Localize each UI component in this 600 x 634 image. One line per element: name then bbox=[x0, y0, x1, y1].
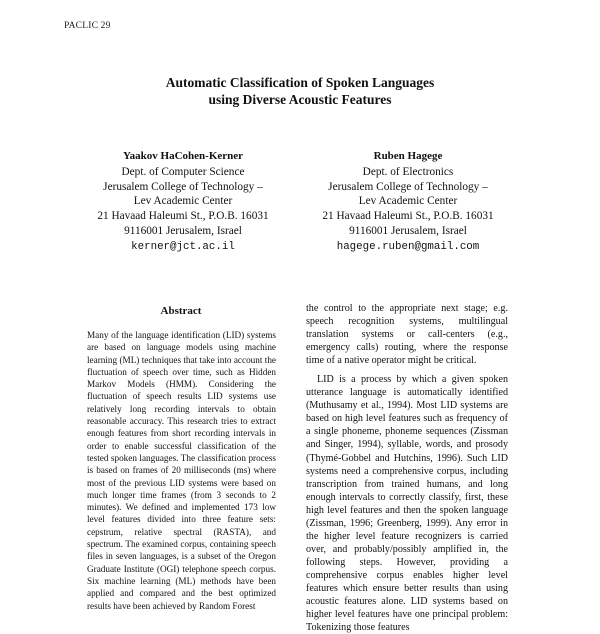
author-institution-2: Lev Academic Center bbox=[358, 195, 458, 208]
abstract-column bbox=[87, 329, 276, 611]
author-city: 9116001 Jerusalem, Israel bbox=[349, 224, 467, 237]
body-column bbox=[306, 302, 508, 634]
running-head: PACLIC 29 bbox=[64, 21, 111, 31]
author-institution: Jerusalem College of Technology – bbox=[103, 180, 263, 193]
author-institution: Jerusalem College of Technology – bbox=[328, 180, 488, 193]
title-line-1: Automatic Classification of Spoken Languages bbox=[165, 75, 435, 90]
abstract-heading: Abstract bbox=[160, 305, 202, 317]
title-line-2: using Diverse Acoustic Features bbox=[208, 92, 392, 107]
author-block-2 bbox=[298, 149, 518, 255]
author-email: hagege.ruben@gmail.com bbox=[336, 240, 480, 253]
author-block-1 bbox=[73, 149, 293, 255]
author-address: 21 Havaad Haleumi St., P.O.B. 16031 bbox=[97, 210, 269, 223]
author-email: kerner@jct.ac.il bbox=[131, 240, 235, 253]
abstract-text: Many of the language identification (LID) systems are based on language models using machine learning (ML) techniques that take into account the fluctuation of speech over time, such as Hidden Markov Models (HMM). Considering the fluctuation of speech results LID systems use relatively long recording intervals to obtain reasonable accuracy. This research tries to extract enough features from short recording intervals in order to enable successful classification of the tested spoken languages. The classification process is based on frames of 20 milliseconds (ms) where most of the previous LID systems were based on much longer time frames (from 3 seconds to 2 minutes). We defined and implemented 173 low level features divided into three feature sets: cepstrum, relative spectral (RASTA), and spectrum. The examined corpus, containing speech files in seven languages, is a subset of the Oregon Graduate Institute (OGI) telephone speech corpus. Six machine learning (ML) methods have been applied and compared and the best optimized results have been achieved by Random Forest bbox=[87, 330, 276, 611]
paper-title bbox=[0, 74, 600, 108]
body-paragraph-1: the control to the appropriate next stage; e.g. speech recognition systems, multilingual translation systems or call-centers (e.g., emergency calls) routing, where the response time of a native operator might be critical. bbox=[306, 303, 508, 367]
author-department: Dept. of Computer Science bbox=[121, 165, 245, 178]
author-institution-2: Lev Academic Center bbox=[133, 195, 233, 208]
author-name: Yaakov HaCohen-Kerner bbox=[122, 150, 244, 162]
author-name: Ruben Hagege bbox=[373, 150, 443, 162]
body-paragraph-2: LID is a process by which a given spoken utterance language is automatically identified (Muthusamy et al., 1994). Most LID systems are based on high level features such as frequency of a single phoneme, phoneme sequences (Zissman and Singer, 1994), syllable, words, and prosody (Thymé-Gobbel and Hutchins, 1996). Such LID systems need a comprehensive corpus, including transcription from trained humans, and long enough intervals to correctly classify, first, these high level features and then the spoken language (Zissman, 1996; Greenberg, 1999). Any error in the higher level feature recognizers is carried over, and probably/possibly amplified in, the following steps. However, providing a comprehensive corpus enables higher level features which ensure better results than using acoustic features alone. LID systems based on higher level features have one principal problem: Tokenizing those features bbox=[306, 374, 508, 634]
author-city: 9116001 Jerusalem, Israel bbox=[124, 224, 242, 237]
author-department: Dept. of Electronics bbox=[362, 165, 454, 178]
author-address: 21 Havaad Haleumi St., P.O.B. 16031 bbox=[322, 210, 494, 223]
